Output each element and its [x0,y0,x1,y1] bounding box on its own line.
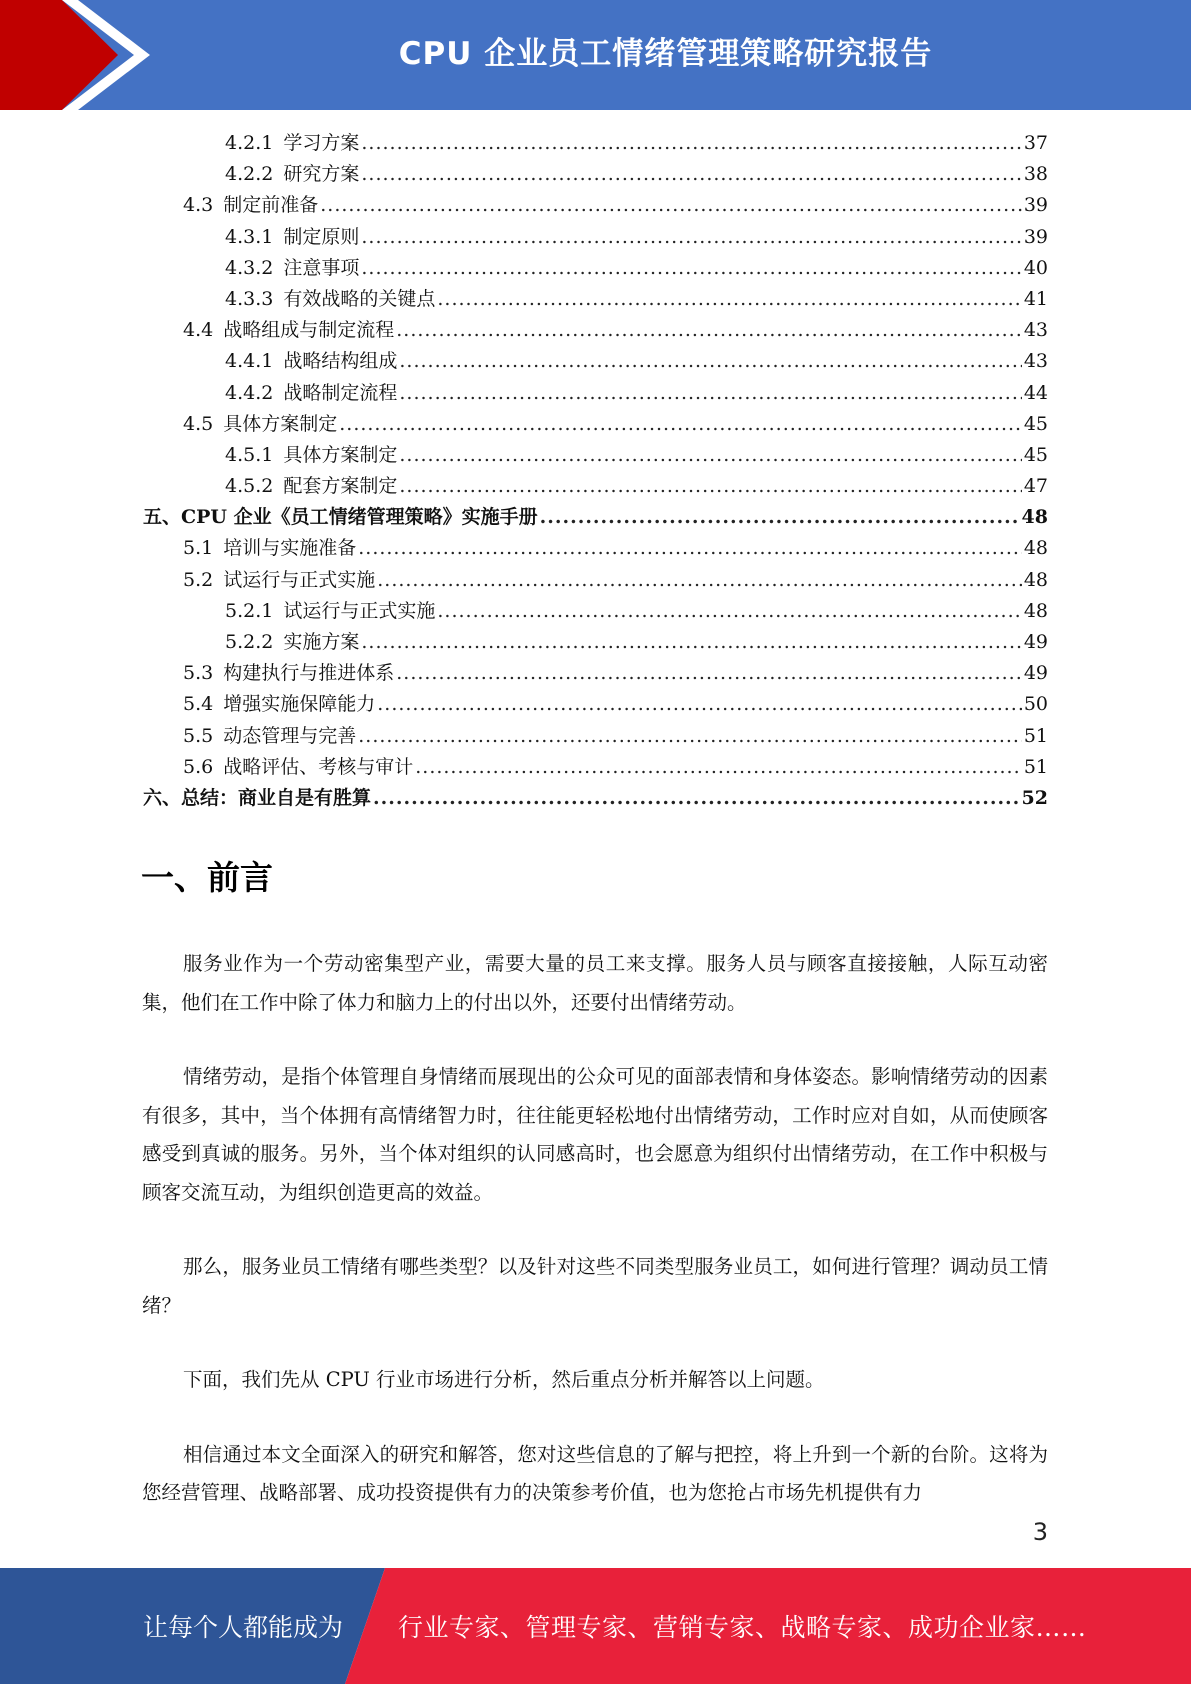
toc-dot-leader [320,190,1022,221]
toc-entry-number: 5.3 [183,662,214,685]
toc-entry-title: 试运行与正式实施 [283,599,436,622]
toc-entry[interactable] [143,627,1048,658]
toc-entry[interactable] [143,253,1048,284]
toc-entry-title: 制定原则 [283,225,360,248]
toc-entry-page: 38 [1023,163,1048,186]
toc-entry[interactable] [143,440,1048,471]
toc-entry-title: 试运行与正式实施 [223,568,376,591]
body-paragraph: 下面，我们先从 CPU 行业市场进行分析，然后重点分析并解答以上问题。 [183,1368,825,1391]
toc-entry[interactable] [143,409,1048,440]
toc-entry-number: 4.4 [183,319,214,342]
toc-entry[interactable] [143,378,1048,409]
toc-entry-page: 49 [1023,662,1048,685]
toc-entry-number: 5.1 [183,537,214,560]
toc-dot-leader [399,346,1021,377]
toc-entry-title: 总结：商业自是有胜算 [181,786,372,809]
toc-dot-leader [361,128,1021,159]
toc-entry-page: 51 [1023,724,1048,747]
toc-entry-title: 构建执行与推进体系 [223,662,395,685]
toc-entry-page: 41 [1023,287,1048,310]
toc-entry-title: 动态管理与完善 [223,724,357,747]
toc-entry-page: 50 [1023,693,1048,716]
toc-entry-number: 5.6 [183,755,214,778]
toc-entry-page: 39 [1023,194,1048,217]
toc-entry[interactable] [143,596,1048,627]
toc-entry[interactable] [143,783,1048,814]
toc-entry-page: 47 [1023,475,1048,498]
toc-dot-leader [373,783,1020,814]
toc-entry-title: 战略评估、考核与审计 [223,755,414,778]
toc-entry[interactable] [143,159,1048,190]
toc-entry[interactable] [143,222,1048,253]
toc-entry-page: 40 [1023,256,1048,279]
toc-dot-leader [437,596,1021,627]
toc-entry[interactable] [143,502,1048,533]
footer-slogan-left: 让每个人都能成为 [143,1613,344,1642]
toc-entry-title: 有效战略的关键点 [283,287,436,310]
toc-entry[interactable] [143,190,1048,221]
toc-entry-number: 4.5 [183,412,214,435]
toc-entry-title: 实施方案 [283,631,360,653]
toc-dot-leader [361,253,1021,284]
toc-entry-number: 5.2 [183,568,214,591]
toc-dot-leader [377,565,1022,596]
toc-entry-title: 学习方案 [283,132,360,154]
page-footer [0,1568,1191,1684]
toc-entry[interactable] [143,346,1048,377]
toc-entry-number: 4.3.2 [225,256,274,279]
toc-entry-number: 5.4 [183,693,214,716]
footer-slogan-right: 行业专家、管理专家、营销专家、战略专家、成功企业家…… [398,1613,1087,1642]
toc-entry[interactable] [143,721,1048,752]
toc-entry[interactable] [143,471,1048,502]
toc-entry-page: 45 [1023,412,1048,435]
toc-dot-leader [339,409,1022,440]
body-text [142,945,1048,1549]
table-of-contents [143,128,1048,814]
toc-dot-leader [399,378,1021,409]
toc-entry-number: 4.4.2 [225,381,274,404]
body-paragraph: 服务业作为一个劳动密集型产业，需要大量的员工来支撑。服务人员与顾客直接接触，人际互动密集，他们在工作中除了体力和脑力上的付出以外，还要付出情绪劳动。 [142,952,1048,1014]
toc-entry-number: 4.5.2 [225,475,274,498]
toc-entry-page: 44 [1023,381,1048,404]
body-paragraph: 情绪劳动，是指个体管理自身情绪而展现出的公众可见的面部表情和身体姿态。影响情绪劳动的因素有很多，其中，当个体拥有高情绪智力时，往往能更轻松地付出情绪劳动，工作时应对自如，从而使顾客感受到真诚的服务。另外，当个体对组织的认同感高时，也会愿意为组织付出情绪劳动，在工作中积极与顾客交流互动，为组织创造更高的效益。 [142,1065,1048,1204]
toc-entry-number: 五、 [143,506,182,529]
toc-dot-leader [358,533,1022,564]
toc-dot-leader [396,658,1022,689]
toc-entry[interactable] [143,752,1048,783]
toc-entry-number: 4.2.1 [225,132,274,154]
toc-entry-number: 5.2.2 [225,631,274,653]
toc-entry-title: 制定前准备 [223,194,319,217]
toc-entry-number: 4.3 [183,194,214,217]
toc-dot-leader [399,471,1021,502]
page-number: 3 [1032,1518,1048,1546]
toc-entry-number: 4.3.3 [225,287,274,310]
toc-entry-page: 43 [1023,350,1048,373]
toc-dot-leader [377,689,1022,720]
toc-entry-page: 37 [1023,132,1048,154]
toc-entry-page: 49 [1023,631,1048,653]
toc-dot-leader [540,502,1020,533]
toc-entry-title: 注意事项 [283,256,360,279]
toc-entry-page: 48 [1021,506,1048,529]
toc-dot-leader [399,440,1021,471]
toc-entry-page: 48 [1023,537,1048,560]
toc-entry-title: 具体方案制定 [283,443,398,466]
toc-entry-title: 战略组成与制定流程 [223,319,395,342]
page-header [0,0,1191,110]
toc-entry-title: 培训与实施准备 [223,537,357,560]
toc-entry-page: 52 [1021,786,1048,809]
toc-dot-leader [396,315,1022,346]
toc-entry-title: 具体方案制定 [223,412,338,435]
toc-entry-page: 45 [1023,443,1048,466]
toc-entry-number: 4.4.1 [225,350,274,373]
header-chevron-decoration [0,0,160,110]
toc-entry-number: 4.5.1 [225,443,274,466]
toc-entry-title: 战略结构组成 [283,350,398,373]
toc-entry-page: 48 [1023,599,1048,622]
toc-entry[interactable] [143,128,1048,159]
toc-entry[interactable] [143,658,1048,689]
section-heading: 一、前言 [141,858,273,897]
toc-entry-title: 战略制定流程 [283,381,398,404]
toc-entry-page: 51 [1023,755,1048,778]
toc-entry[interactable] [143,315,1048,346]
toc-dot-leader [361,222,1021,253]
toc-dot-leader [437,284,1021,315]
toc-entry-page: 43 [1023,319,1048,342]
body-paragraph: 相信通过本文全面深入的研究和解答，您对这些信息的了解与把控，将上升到一个新的台阶。这将为您经营管理、战略部署、成功投资提供有力的决策参考价值，也为您抢占市场先机提供有力 [142,1442,1048,1504]
toc-dot-leader [358,721,1022,752]
toc-entry-number: 4.2.2 [225,163,274,186]
toc-dot-leader [361,159,1021,190]
toc-dot-leader [415,752,1022,783]
toc-entry-number: 六、 [143,786,182,809]
toc-entry-number: 5.2.1 [225,599,274,622]
toc-entry-title: 研究方案 [283,163,360,186]
toc-entry[interactable] [143,689,1048,720]
toc-entry-number: 5.5 [183,724,214,747]
body-paragraph: 那么，服务业员工情绪有哪些类型？以及针对这些不同类型服务业员工，如何进行管理？调动员工情绪？ [142,1255,1048,1317]
toc-entry-page: 48 [1023,568,1048,591]
toc-entry-page: 39 [1023,225,1048,248]
toc-entry-title: CPU 企业《员工情绪管理策略》实施手册 [181,506,538,529]
report-title: CPU 企业员工情绪管理策略研究报告 [398,35,933,72]
toc-entry[interactable] [143,284,1048,315]
toc-entry[interactable] [143,533,1048,564]
toc-entry[interactable] [143,565,1048,596]
toc-dot-leader [361,627,1021,658]
toc-entry-number: 4.3.1 [225,225,274,248]
toc-entry-title: 增强实施保障能力 [223,693,376,716]
toc-entry-title: 配套方案制定 [283,475,398,498]
